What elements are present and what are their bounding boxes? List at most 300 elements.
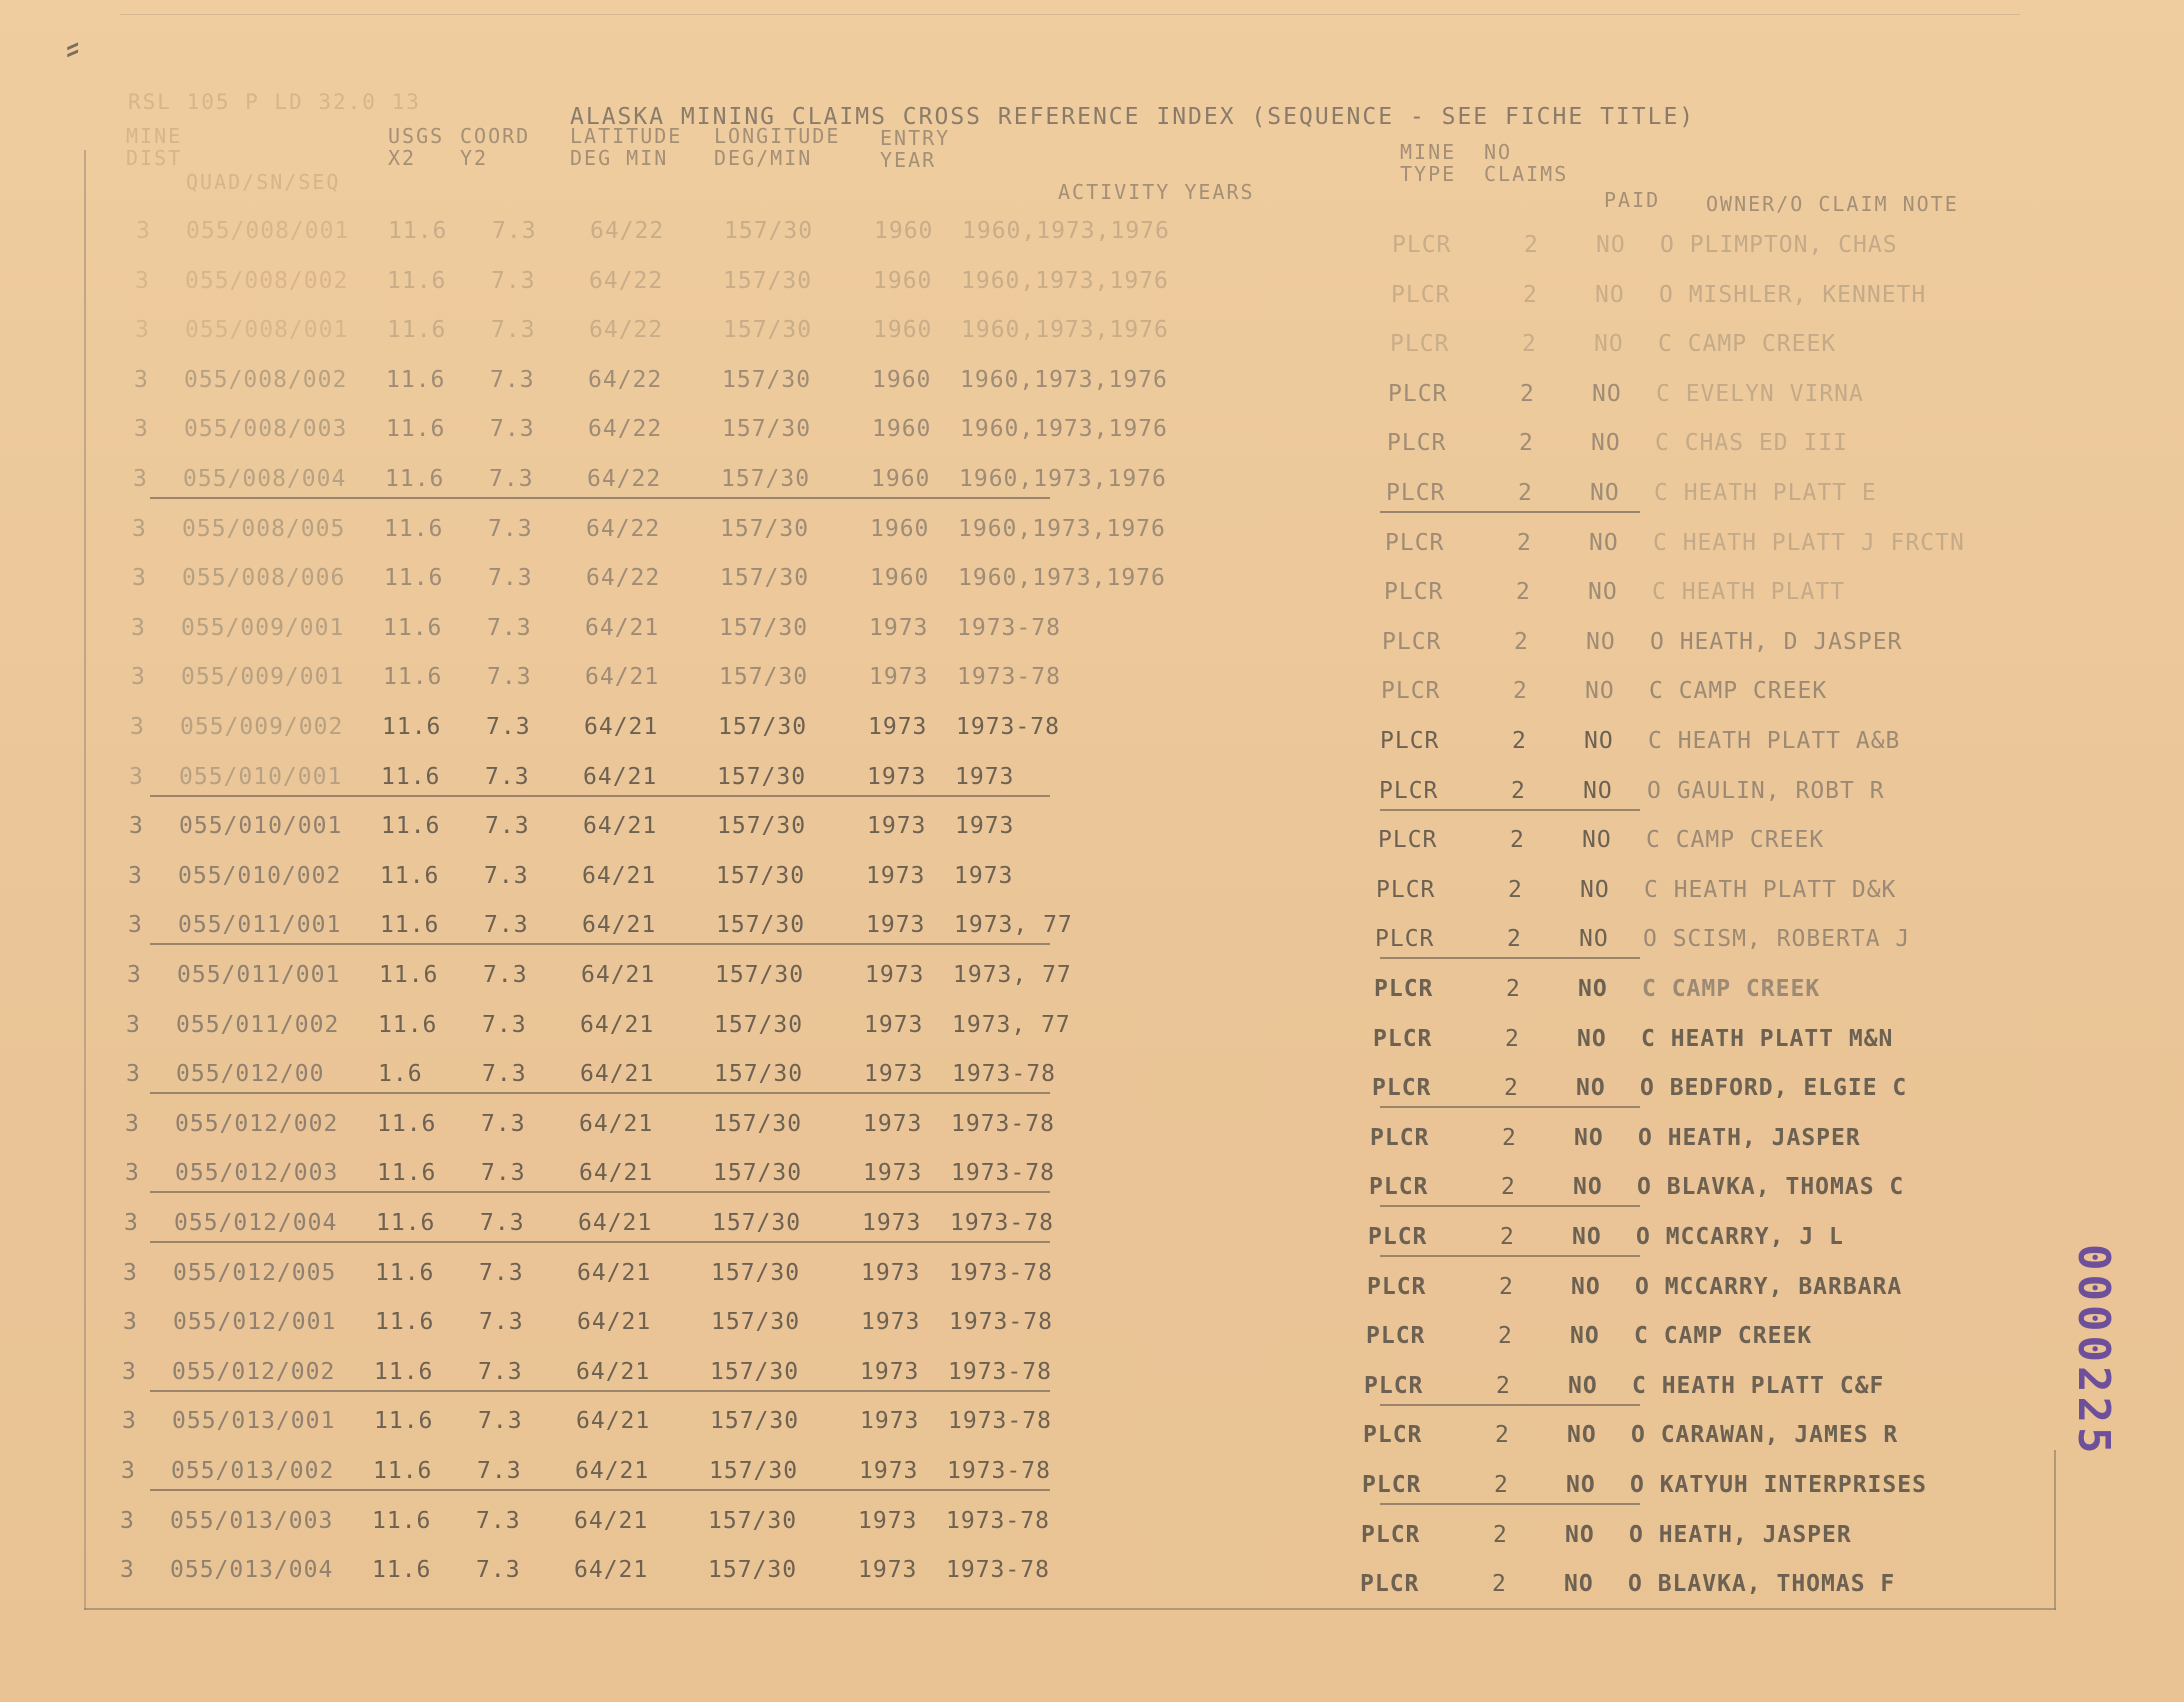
cell-owner: C CHAS ED III [1655,430,1849,457]
cell-lat: 64/21 [578,1210,653,1236]
cell-lon: 157/30 [713,1110,803,1137]
col-header-usgs-x: USGS [388,124,445,148]
cell-owner: O SCISM, ROBERTA J [1643,926,1911,953]
cell-act: 1973 [954,862,1014,889]
cell-lat: 64/22 [590,218,665,244]
cell-x: 11.6 [386,366,446,393]
cell-y: 7.3 [482,1061,527,1088]
cell-x: 11.6 [379,962,439,988]
cell-paid: NO [1571,1273,1601,1300]
cell-no: 2 [1518,480,1533,506]
cell-lon: 157/30 [721,466,811,492]
cell-act: 1973-78 [949,1259,1053,1286]
cell-lon: 157/30 [713,1160,803,1187]
cell-year: 1960 [873,267,933,294]
cell-paid: NO [1576,1075,1606,1102]
cell-act: 1960,1973,1976 [961,267,1169,294]
cell-lon: 157/30 [716,912,806,939]
cell-x: 11.6 [372,1557,432,1584]
row-underline [150,1390,1050,1392]
cell-dist: 3 [129,813,144,840]
cell-y: 7.3 [484,862,529,889]
cell-quad: 055/013/001 [172,1408,336,1435]
cell-y: 7.3 [476,1507,521,1534]
cell-owner: O GAULIN, ROBT R [1647,777,1885,804]
col-header-lat: LATITUDE [570,124,683,148]
cell-dist: 3 [125,1110,140,1137]
cell-act: 1973-78 [951,1160,1055,1187]
cell-dist: 3 [126,1011,141,1038]
cell-lat: 64/22 [588,366,663,393]
cell-type: PLCR [1381,678,1441,705]
cell-dist: 3 [128,862,143,889]
cell-y: 7.3 [491,267,536,294]
cell-y: 7.3 [491,317,536,344]
cell-act: 1973-78 [952,1061,1056,1088]
cell-year: 1973 [859,1458,919,1484]
cell-lat: 64/22 [586,515,661,542]
report-title: ALASKA MINING CLAIMS CROSS REFERENCE INDEX (SEQUENCE - SEE FICHE TITLE) [570,104,1696,130]
cell-no: 2 [1524,232,1539,258]
cell-dist: 3 [128,912,143,939]
cell-lat: 64/21 [583,763,658,790]
cell-owner: C EVELYN VIRNA [1656,380,1864,407]
cell-lat: 64/21 [576,1358,651,1385]
cell-y: 7.3 [486,714,531,740]
cell-year: 1973 [864,1061,924,1088]
cell-act: 1973-78 [956,714,1060,740]
cell-x: 11.6 [384,565,444,592]
cell-paid: NO [1570,1323,1600,1350]
cell-type: PLCR [1368,1224,1428,1250]
cell-owner: C HEATH PLATT D&K [1644,876,1897,903]
cell-lat: 64/22 [589,267,664,294]
cell-quad: 055/011/001 [177,962,341,988]
cell-quad: 055/010/002 [178,862,342,889]
cell-x: 11.6 [387,267,447,294]
row-underline [1380,1205,1640,1207]
cell-lat: 64/21 [583,813,658,840]
cell-paid: NO [1586,628,1616,655]
cell-owner: C CAMP CREEK [1646,827,1825,854]
cell-x: 11.6 [375,1259,435,1286]
cell-type: PLCR [1385,529,1445,556]
cell-type: PLCR [1372,1075,1432,1102]
cell-no: 2 [1492,1571,1507,1598]
cell-dist: 3 [131,614,146,641]
cell-paid: NO [1578,976,1608,1002]
cell-lon: 157/30 [717,763,807,790]
cell-y: 7.3 [490,366,535,393]
cell-owner: O BLAVKA, THOMAS C [1637,1174,1905,1201]
cell-act: 1973-78 [957,664,1061,691]
cell-year: 1960 [871,466,931,492]
cell-type: PLCR [1378,827,1438,854]
cell-no: 2 [1510,827,1525,854]
cell-dist: 3 [129,763,144,790]
cell-no: 2 [1522,331,1537,358]
cell-act: 1973-78 [948,1408,1052,1435]
row-underline [150,1489,1050,1491]
cell-y: 7.3 [485,813,530,840]
cell-no: 2 [1511,777,1526,804]
corner-mark: ⸗ [66,24,80,70]
cell-lat: 64/21 [574,1507,649,1534]
cell-year: 1960 [872,416,932,443]
cell-type: PLCR [1362,1472,1422,1498]
cell-no: 2 [1501,1174,1516,1201]
cell-no: 2 [1494,1472,1509,1498]
cell-x: 11.6 [377,1110,437,1137]
cell-year: 1973 [866,862,926,889]
cell-year: 1960 [870,565,930,592]
cell-no: 2 [1519,430,1534,457]
col-header-mine-dist: DIST [126,146,183,170]
cell-y: 7.3 [480,1210,525,1236]
col-header-entry: ENTRY [880,126,951,150]
cell-x: 11.6 [386,416,446,443]
cell-lat: 64/21 [577,1259,652,1286]
cell-lat: 64/22 [588,416,663,443]
cell-owner: O KATYUH INTERPRISES [1630,1472,1927,1498]
cell-act: 1973, 77 [954,912,1073,939]
cell-quad: 055/011/001 [178,912,342,939]
cell-owner: O MCCARRY, J L [1636,1224,1844,1250]
cell-lon: 157/30 [711,1309,801,1336]
cell-paid: NO [1572,1224,1602,1250]
cell-owner: O HEATH, JASPER [1629,1521,1852,1548]
col-header-no-claims: NO [1484,140,1513,164]
cell-act: 1960,1973,1976 [958,565,1166,592]
cell-dist: 3 [131,664,146,691]
cell-y: 7.3 [481,1160,526,1187]
cell-y: 7.3 [483,962,528,988]
cell-y: 7.3 [478,1358,523,1385]
cell-lon: 157/30 [719,664,809,691]
col-header-entry: YEAR [880,148,937,172]
cell-y: 7.3 [484,912,529,939]
cell-x: 11.6 [374,1408,434,1435]
cell-y: 7.3 [481,1110,526,1137]
cell-x: 11.6 [374,1358,434,1385]
cell-no: 2 [1496,1372,1511,1399]
cell-year: 1973 [860,1358,920,1385]
cell-dist: 3 [125,1160,140,1187]
cell-no: 2 [1506,976,1521,1002]
cell-lat: 64/21 [576,1408,651,1435]
cell-act: 1960,1973,1976 [959,466,1167,492]
frame-left [84,150,86,1610]
cell-x: 11.6 [375,1309,435,1336]
cell-owner: C CAMP CREEK [1642,976,1821,1002]
cell-x: 11.6 [378,1011,438,1038]
cell-type: PLCR [1361,1521,1421,1548]
col-header-mine-dist: MINE [126,124,183,148]
cell-type: PLCR [1390,331,1450,358]
cell-act: 1973-78 [947,1458,1051,1484]
cell-quad: 055/012/002 [172,1358,336,1385]
cell-year: 1973 [869,664,929,691]
cell-quad: 055/012/002 [175,1110,339,1137]
cell-act: 1973-78 [949,1309,1053,1336]
cell-no: 2 [1520,380,1535,407]
cell-act: 1973-78 [946,1557,1050,1584]
cell-quad: 055/008/002 [185,267,349,294]
cell-lat: 64/21 [574,1557,649,1584]
cell-lon: 157/30 [708,1507,798,1534]
cell-dist: 3 [123,1309,138,1336]
cell-x: 11.6 [384,515,444,542]
cell-owner: O CARAWAN, JAMES R [1631,1422,1899,1449]
cell-quad: 055/013/004 [170,1557,334,1584]
cell-quad: 055/012/00 [176,1061,325,1088]
cell-quad: 055/011/002 [176,1011,340,1038]
col-header-coord-y: COORD [460,124,531,148]
cell-paid: NO [1595,281,1625,308]
cell-act: 1960,1973,1976 [960,416,1168,443]
cell-paid: NO [1591,430,1621,457]
cell-owner: C CAMP CREEK [1658,331,1837,358]
cell-x: 11.6 [376,1210,436,1236]
cell-year: 1973 [865,962,925,988]
cell-year: 1960 [873,317,933,344]
cell-x: 1.6 [378,1061,423,1088]
cell-paid: NO [1579,926,1609,953]
cell-lon: 157/30 [711,1259,801,1286]
cell-quad: 055/008/006 [182,565,346,592]
cell-x: 11.6 [387,317,447,344]
report-id: RSL 105 P LD 32.0 13 [128,90,421,114]
cell-owner: C HEATH PLATT A&B [1648,728,1901,754]
cell-lon: 157/30 [724,218,814,244]
row-underline [1380,809,1640,811]
row-underline [150,1191,1050,1193]
cell-owner: O HEATH, D JASPER [1650,628,1903,655]
cell-y: 7.3 [490,416,535,443]
cell-no: 2 [1493,1521,1508,1548]
cell-lon: 157/30 [720,565,810,592]
cell-lon: 157/30 [722,416,812,443]
cell-lat: 64/22 [586,565,661,592]
cell-paid: NO [1568,1372,1598,1399]
cell-paid: NO [1577,1025,1607,1052]
cell-lon: 157/30 [714,1061,804,1088]
cell-type: PLCR [1379,777,1439,804]
cell-quad: 055/010/001 [179,763,343,790]
col-header-activity: ACTIVITY YEARS [1058,180,1255,204]
cell-lon: 157/30 [719,614,809,641]
row-underline [150,795,1050,797]
cell-type: PLCR [1374,976,1434,1002]
cell-no: 2 [1512,728,1527,754]
cell-paid: NO [1582,827,1612,854]
cell-quad: 055/012/003 [175,1160,339,1187]
cell-dist: 3 [120,1557,135,1584]
cell-x: 11.6 [380,862,440,889]
cell-act: 1960,1973,1976 [958,515,1166,542]
cell-lon: 157/30 [723,267,813,294]
cell-owner: O MCCARRY, BARBARA [1635,1273,1903,1300]
cell-quad: 055/010/001 [179,813,343,840]
cell-quad: 055/009/002 [180,714,344,740]
cell-dist: 3 [135,317,150,344]
cell-act: 1973-78 [948,1358,1052,1385]
cell-act: 1973 [955,813,1015,840]
cell-lon: 157/30 [712,1210,802,1236]
cell-no: 2 [1505,1025,1520,1052]
cell-no: 2 [1523,281,1538,308]
cell-lat: 64/21 [584,714,659,740]
cell-dist: 3 [122,1358,137,1385]
col-header-coord-y: Y2 [460,146,489,170]
cell-quad: 055/012/004 [174,1210,338,1236]
col-header-paid: PAID [1604,188,1661,212]
cell-quad: 055/008/001 [185,317,349,344]
cell-type: PLCR [1382,628,1442,655]
cell-x: 11.6 [383,664,443,691]
cell-no: 2 [1517,529,1532,556]
cell-paid: NO [1580,876,1610,903]
cell-lat: 64/21 [579,1110,654,1137]
row-underline [150,1092,1050,1094]
cell-x: 11.6 [372,1507,432,1534]
cell-owner: O BEDFORD, ELGIE C [1640,1075,1908,1102]
cell-quad: 055/008/003 [184,416,348,443]
cell-paid: NO [1573,1174,1603,1201]
cell-type: PLCR [1376,876,1436,903]
cell-owner: C HEATH PLATT J FRCTN [1653,529,1965,556]
cell-year: 1960 [870,515,930,542]
cell-owner: C HEATH PLATT E [1654,480,1877,506]
cell-type: PLCR [1363,1422,1423,1449]
cell-x: 11.6 [383,614,443,641]
cell-x: 11.6 [388,218,448,244]
cell-y: 7.3 [479,1309,524,1336]
cell-type: PLCR [1360,1571,1420,1598]
cell-act: 1973-78 [950,1210,1054,1236]
cell-type: PLCR [1380,728,1440,754]
cell-lat: 64/21 [585,614,660,641]
cell-year: 1973 [866,912,926,939]
cell-owner: O HEATH, JASPER [1638,1124,1861,1151]
cell-owner: C CAMP CREEK [1634,1323,1813,1350]
fiche-stamp-number: 0000225 [2068,1244,2119,1458]
cell-act: 1973-78 [951,1110,1055,1137]
cell-y: 7.3 [489,466,534,492]
frame-bottom [84,1608,2056,1610]
col-header-usgs-x: X2 [388,146,417,170]
cell-no: 2 [1498,1323,1513,1350]
cell-year: 1973 [860,1408,920,1435]
cell-year: 1973 [861,1259,921,1286]
cell-act: 1973-78 [946,1507,1050,1534]
cell-paid: NO [1583,777,1613,804]
cell-no: 2 [1502,1124,1517,1151]
cell-paid: NO [1596,232,1626,258]
cell-year: 1973 [862,1210,922,1236]
row-underline [1380,1503,1640,1505]
cell-paid: NO [1564,1571,1594,1598]
cell-dist: 3 [135,267,150,294]
cell-paid: NO [1574,1124,1604,1151]
cell-y: 7.3 [479,1259,524,1286]
cell-lon: 157/30 [715,962,805,988]
cell-y: 7.3 [482,1011,527,1038]
cell-dist: 3 [132,515,147,542]
cell-y: 7.3 [477,1458,522,1484]
cell-year: 1973 [869,614,929,641]
cell-type: PLCR [1369,1174,1429,1201]
cell-type: PLCR [1388,380,1448,407]
cell-lat: 64/21 [581,962,656,988]
cell-lon: 157/30 [722,366,812,393]
frame-right [2054,1450,2056,1610]
cell-year: 1973 [868,714,928,740]
cell-no: 2 [1499,1273,1514,1300]
cell-paid: NO [1589,529,1619,556]
cell-quad: 055/012/001 [173,1309,337,1336]
cell-type: PLCR [1386,480,1446,506]
cell-owner: C HEATH PLATT [1652,579,1846,606]
cell-lon: 157/30 [709,1458,799,1484]
cell-dist: 3 [124,1210,139,1236]
cell-act: 1973, 77 [953,962,1072,988]
cell-dist: 3 [121,1458,136,1484]
cell-y: 7.3 [487,664,532,691]
cell-year: 1973 [867,763,927,790]
cell-owner: O PLIMPTON, CHAS [1660,232,1898,258]
cell-lon: 157/30 [708,1557,798,1584]
cell-year: 1973 [863,1160,923,1187]
cell-year: 1973 [867,813,927,840]
cell-lon: 157/30 [710,1408,800,1435]
cell-x: 11.6 [382,714,442,740]
cell-dist: 3 [122,1408,137,1435]
cell-act: 1973-78 [957,614,1061,641]
cell-quad: 055/008/002 [184,366,348,393]
col-header-owner: OWNER/O CLAIM NOTE [1706,192,1959,216]
cell-dist: 3 [126,1061,141,1088]
cell-type: PLCR [1387,430,1447,457]
cell-quad: 055/008/004 [183,466,347,492]
cell-x: 11.6 [381,763,441,790]
cell-lat: 64/21 [577,1309,652,1336]
cell-lat: 64/21 [580,1061,655,1088]
row-underline [1380,957,1640,959]
cell-lat: 64/22 [587,466,662,492]
cell-type: PLCR [1391,281,1451,308]
col-header-lon: LONGITUDE [714,124,841,148]
cell-type: PLCR [1375,926,1435,953]
cell-quad: 055/009/001 [181,664,345,691]
cell-lon: 157/30 [716,862,806,889]
cell-paid: NO [1567,1422,1597,1449]
cell-quad: 055/013/003 [170,1507,334,1534]
cell-y: 7.3 [478,1408,523,1435]
cell-y: 7.3 [492,218,537,244]
cell-y: 7.3 [476,1557,521,1584]
cell-year: 1973 [858,1557,918,1584]
cell-x: 11.6 [377,1160,437,1187]
cell-no: 2 [1500,1224,1515,1250]
cell-year: 1973 [863,1110,923,1137]
cell-y: 7.3 [488,515,533,542]
cell-no: 2 [1513,678,1528,705]
cell-type: PLCR [1392,232,1452,258]
col-header-mine-type: TYPE [1400,162,1457,186]
cell-type: PLCR [1367,1273,1427,1300]
row-underline [150,1241,1050,1243]
